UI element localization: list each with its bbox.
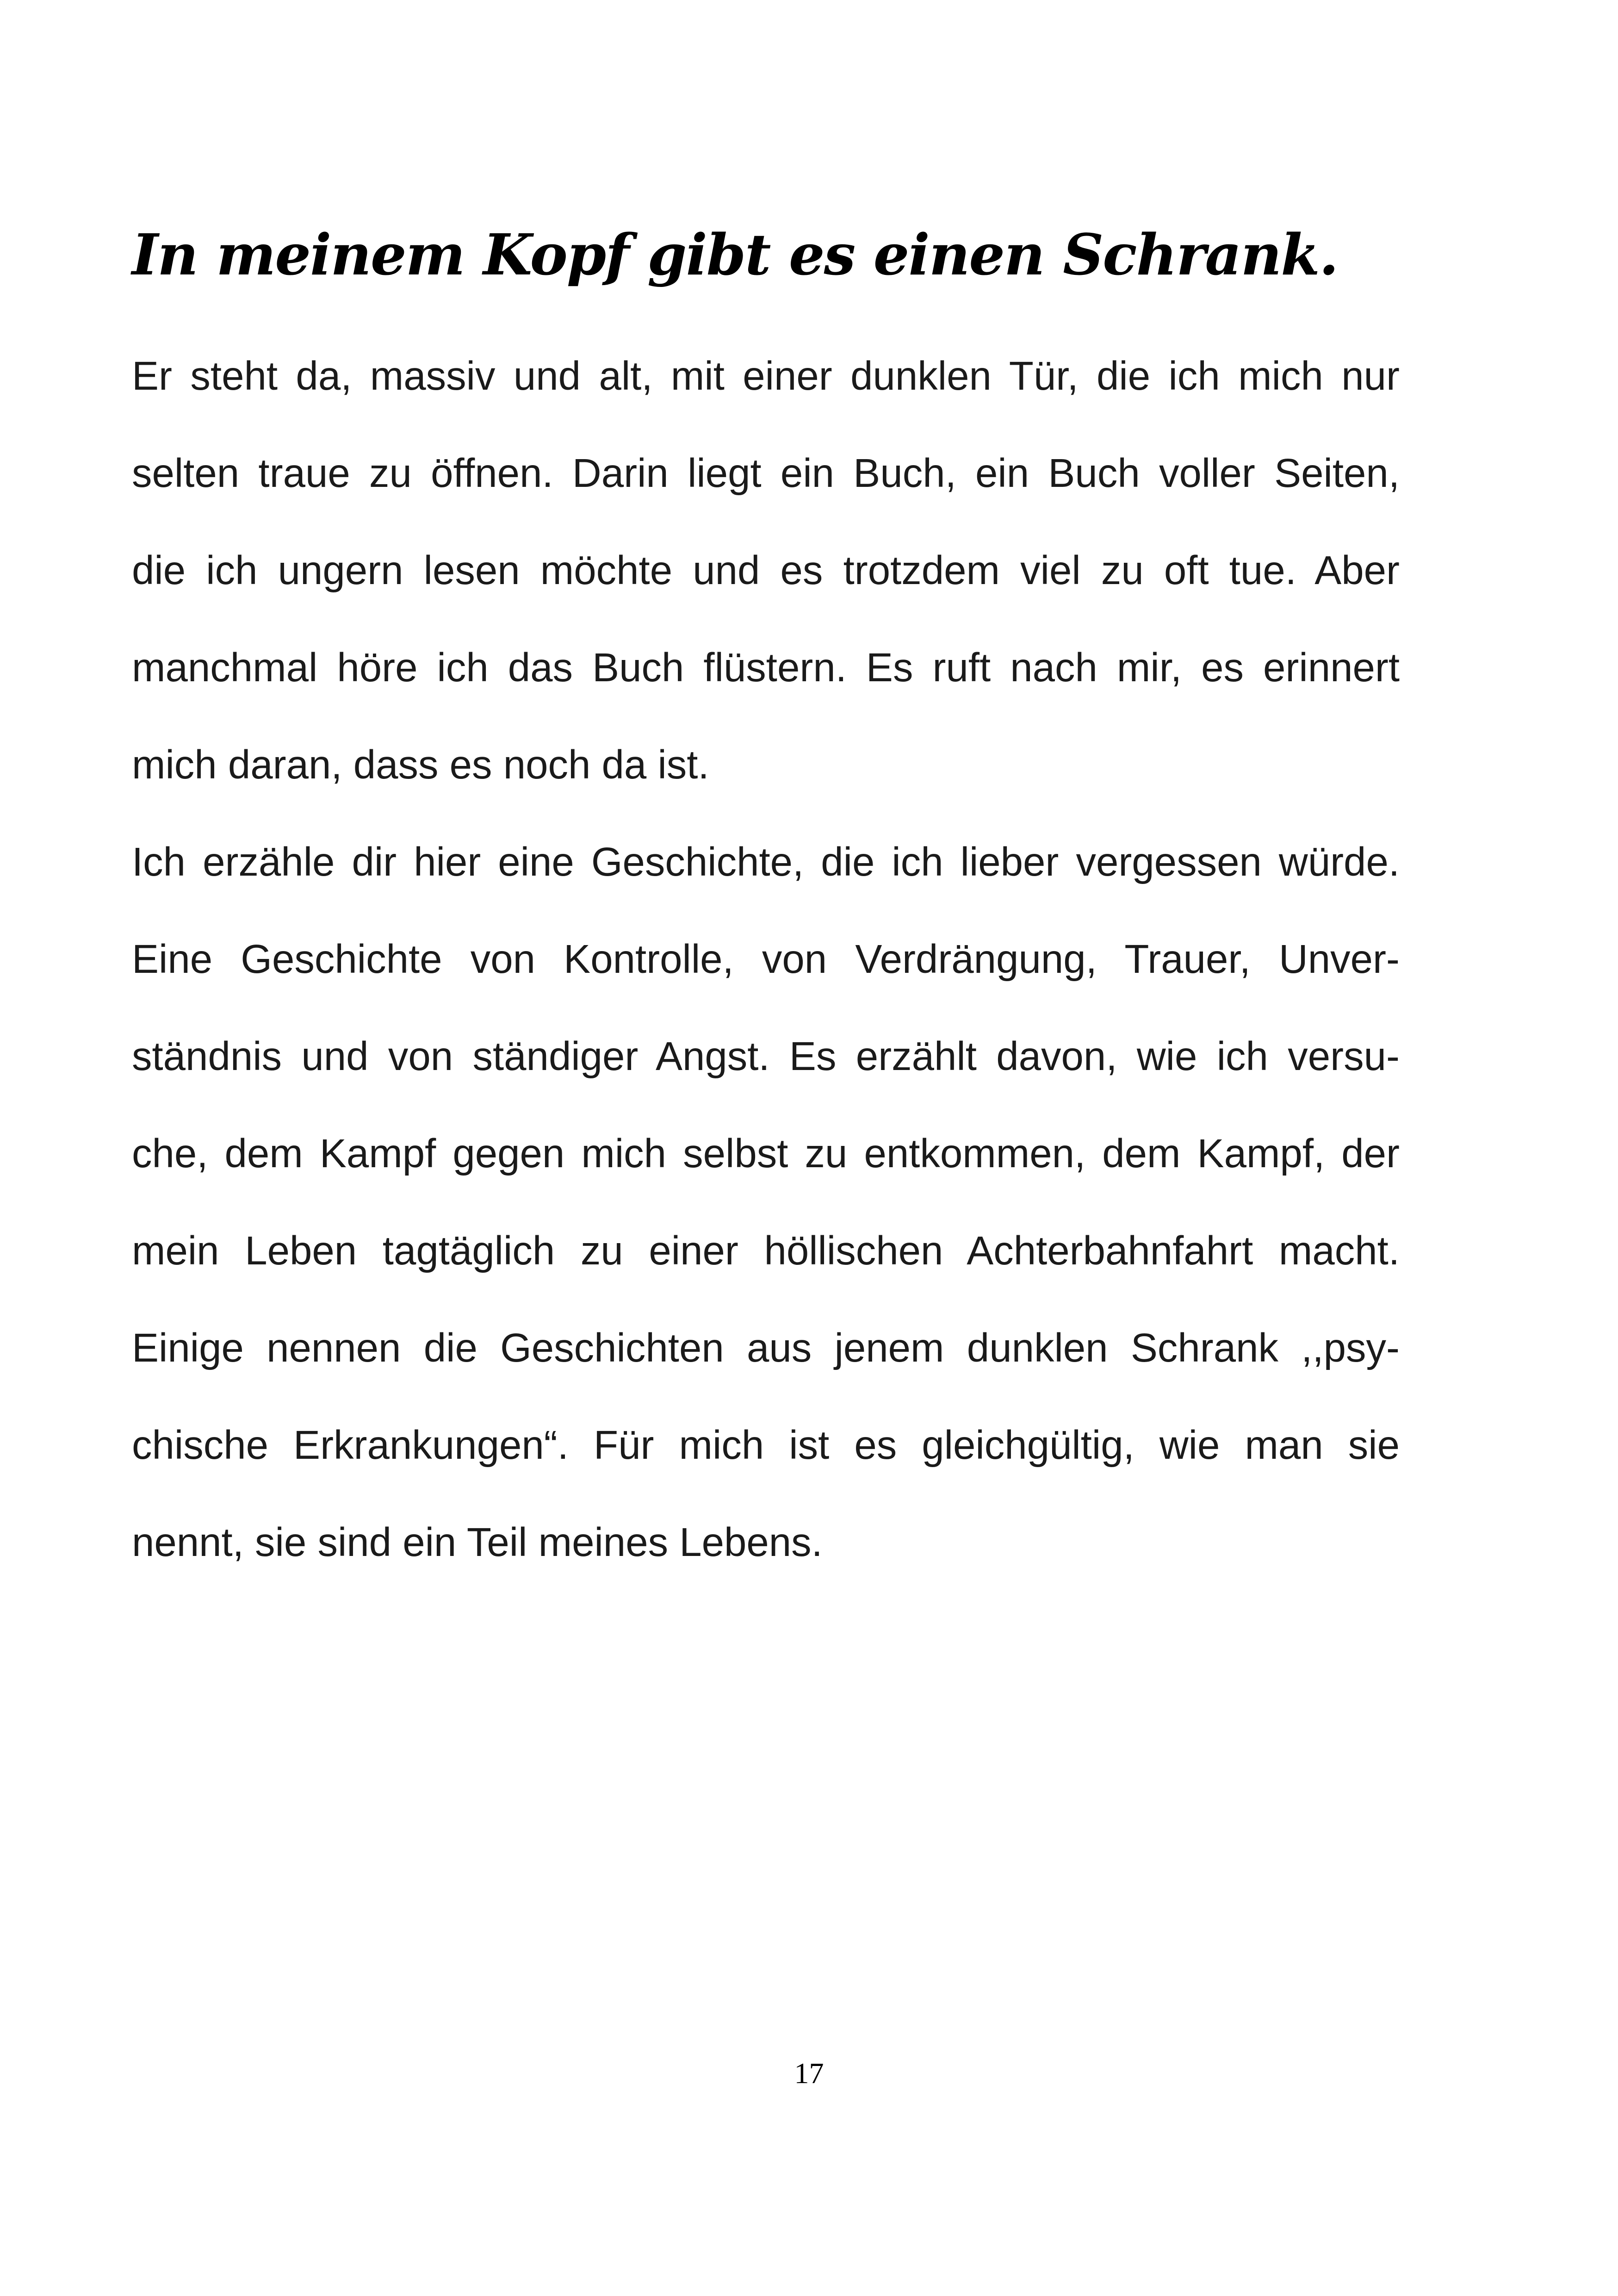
text-line: manchmal höre ich das Buch flüstern. Es ruft nach mir, es erinnert	[132, 645, 1400, 690]
text-line: Einige nennen die Geschichten aus jenem dunklen Schrank ,,psy-	[132, 1325, 1400, 1370]
text-line: chische Erkrankungen“. Für mich ist es gleichgültig, wie man sie	[132, 1423, 1400, 1468]
text-line: mich daran, dass es noch da ist.	[132, 742, 709, 787]
text-line: Er steht da, massiv und alt, mit einer dunklen Tür, die ich mich nur	[132, 354, 1400, 398]
text-line: che, dem Kampf gegen mich selbst zu entkommen, dem Kampf, der	[132, 1131, 1400, 1176]
text-line: Eine Geschichte von Kontrolle, von Verdrängung, Trauer, Unver-	[132, 937, 1400, 982]
text-line: selten traue zu öffnen. Darin liegt ein Buch, ein Buch voller Seiten,	[132, 451, 1400, 496]
text-line: die ich ungern lesen möchte und es trotzdem viel zu oft tue. Aber	[132, 548, 1400, 593]
text-line: ständnis und von ständiger Angst. Es erzählt davon, wie ich versu-	[132, 1034, 1400, 1079]
chapter-heading: In meinem Kopf gibt es einen Schrank.	[132, 221, 1338, 288]
text-line: mein Leben tagtäglich zu einer höllischen Achterbahnfahrt macht.	[132, 1228, 1400, 1273]
text-line: nennt, sie sind ein Teil meines Lebens.	[132, 1520, 823, 1565]
text-line: Ich erzähle dir hier eine Geschichte, die ich lieber vergessen würde.	[132, 840, 1400, 884]
page-number: 17	[794, 2057, 824, 2090]
